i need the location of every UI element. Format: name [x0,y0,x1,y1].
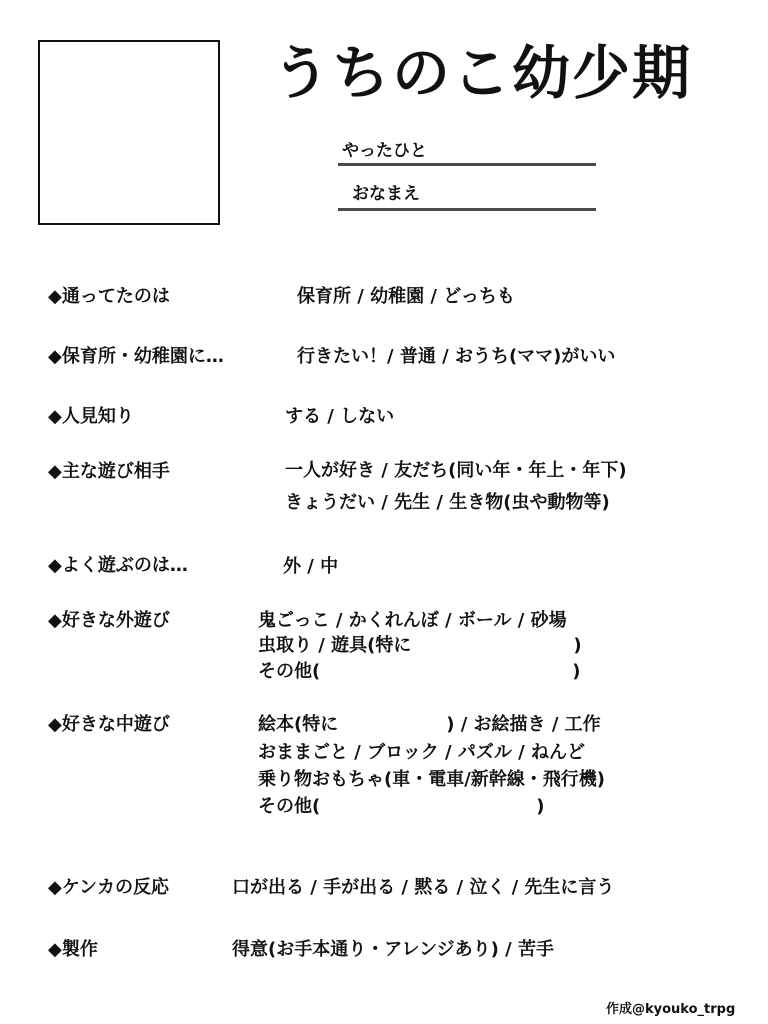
answer-line: 乗り物おもちゃ(車・電車/新幹線・飛行機) [258,769,606,790]
answer-line: その他( ) [258,661,581,682]
question-label-playmate: ◆主な遊び相手 [48,461,170,482]
answer-line: その他( ) [258,796,545,817]
player-field-line[interactable] [338,163,596,166]
question-label-crafting: ◆製作 [48,939,98,960]
answer-line: 保育所 / 幼稚園 / どっちも [297,286,515,307]
question-label-attended: ◆通ってたのは [48,286,170,307]
answer-line: おままごと / ブロック / パズル / ねんど [258,742,585,763]
answer-line: 行きたい！/ 普通 / おうち(ママ)がいい [297,346,616,367]
question-label-indoor-play: ◆好きな中遊び [48,714,170,735]
photo-frame [38,40,220,225]
question-label-fight-reaction: ◆ケンカの反応 [48,877,169,898]
question-label-feeling: ◆保育所・幼稚園に… [48,346,224,367]
question-label-shyness: ◆人見知り [48,406,134,427]
page-title: うちのこ幼少期 [272,39,693,107]
name-label: おなまえ [352,184,420,204]
answer-line: きょうだい / 先生 / 生き物(虫や動物等) [285,492,610,513]
answer-line: 虫取り / 遊具(特に ) [258,635,582,656]
answer-line: 得意(お手本通り・アレンジあり) / 苦手 [232,939,554,960]
question-label-outdoor-play: ◆好きな外遊び [48,610,170,631]
answer-line: する / しない [285,406,395,427]
answer-line: 外 / 中 [283,556,339,577]
name-field-line[interactable] [338,208,596,211]
answer-line: 一人が好き / 友だち(同い年・年上・年下) [285,460,627,481]
player-label: やったひと [342,141,427,161]
author-credit: 作成@kyouko_trpg [606,1002,736,1017]
question-label-play-place: ◆よく遊ぶのは… [48,555,188,576]
answer-line: 鬼ごっこ / かくれんぼ / ボール / 砂場 [258,610,567,631]
answer-line: 絵本(特に ) / お絵描き / 工作 [258,714,601,735]
answer-line: 口が出る / 手が出る / 黙る / 泣く / 先生に言う [232,877,615,898]
